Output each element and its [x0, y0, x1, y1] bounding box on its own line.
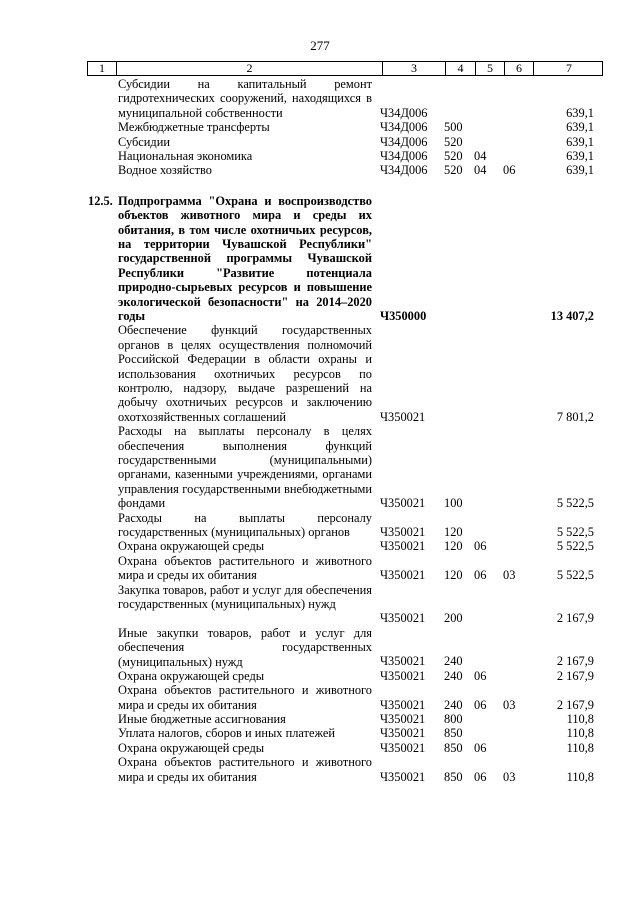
row-col-5: 04 — [474, 148, 487, 163]
table-row — [0, 583, 640, 626]
row-col-5: 06 — [474, 568, 487, 583]
row-code: Ч350021 — [380, 409, 426, 424]
row-col-4: 520 — [444, 148, 463, 163]
row-name: Иные бюджетные ассигнования — [118, 712, 286, 727]
row-col-4: 100 — [444, 496, 463, 511]
table-row — [0, 120, 640, 134]
table-header — [87, 61, 603, 76]
row-col-5: 04 — [474, 163, 487, 178]
table-row — [0, 539, 640, 553]
row-col-4: 240 — [444, 697, 463, 712]
row-code: Ч350021 — [380, 654, 426, 669]
row-code: Ч350021 — [380, 568, 426, 583]
table-row — [0, 741, 640, 755]
row-col-4: 520 — [444, 134, 463, 149]
row-code: Ч350021 — [380, 712, 426, 727]
row-name: Субсидии на капитальный ремонт гидротехнических сооружений, находящихся в муниципальной собственности — [118, 77, 372, 120]
row-amount: 5 522,5 — [556, 568, 594, 583]
row-amount: 2 167,9 — [556, 654, 594, 669]
table-row — [0, 194, 640, 324]
row-name: Уплата налогов, сборов и иных платежей — [118, 726, 336, 741]
row-name: Межбюджетные трансферты — [118, 120, 270, 135]
table-row — [0, 626, 640, 669]
row-col-6: 06 — [503, 163, 516, 178]
row-col-4: 240 — [444, 654, 463, 669]
row-name: Охрана объектов растительного и животного мира и среды их обитания — [118, 553, 372, 583]
row-amount: 639,1 — [566, 148, 594, 163]
header-col-6: 6 — [505, 62, 534, 75]
row-code: Ч34Д006 — [380, 120, 428, 135]
table-row — [0, 77, 640, 120]
row-amount: 639,1 — [566, 120, 594, 135]
row-code: Ч34Д006 — [380, 163, 428, 178]
table-row — [0, 554, 640, 583]
row-amount: 5 522,5 — [556, 496, 594, 511]
row-code: Ч350021 — [380, 668, 426, 683]
row-col-5: 06 — [474, 539, 487, 554]
row-col-4: 800 — [444, 712, 463, 727]
row-col-4: 500 — [444, 120, 463, 135]
row-col-6: 03 — [503, 697, 516, 712]
row-amount: 7 801,2 — [556, 409, 594, 424]
table-row — [0, 323, 640, 424]
row-name: Охрана объектов растительного и животного мира и среды их обитания — [118, 683, 372, 712]
row-amount: 110,8 — [566, 726, 594, 741]
row-col-5: 06 — [474, 668, 487, 683]
row-name: Охрана окружающей среды — [118, 539, 265, 554]
row-col-4: 850 — [444, 769, 463, 784]
row-code: Ч34Д006 — [380, 134, 428, 149]
row-name: Охрана объектов растительного и животного мира и среды их обитания — [118, 755, 372, 784]
row-name: Подпрограмма "Охрана и воспроизводство объектов животного мира и среды их обитания, в том числе охотничьих ресурсов, на территории Чувашской Республики" государственной программы Чувашской Республики "Развитие потенциала природно-сырьевых ресурсов и повышение экологической безопасности" на 2014–2020 годы — [118, 193, 372, 323]
row-code: Ч350021 — [380, 524, 426, 539]
row-code: Ч34Д006 — [380, 105, 428, 120]
row-name: Национальная экономика — [118, 148, 253, 163]
table-row — [0, 163, 640, 177]
row-amount: 110,8 — [566, 740, 594, 755]
row-name: Субсидии — [118, 134, 170, 149]
row-name: Охрана окружающей среды — [118, 668, 265, 683]
table-row — [0, 683, 640, 712]
row-code: Ч350021 — [380, 539, 426, 554]
row-name: Водное хозяйство — [118, 163, 213, 178]
row-col-4: 120 — [444, 524, 463, 539]
table-row — [0, 755, 640, 784]
row-code: Ч350000 — [380, 308, 427, 323]
row-amount: 5 522,5 — [556, 539, 594, 554]
row-col-4: 240 — [444, 668, 463, 683]
table-row — [0, 149, 640, 163]
table-row — [0, 511, 640, 540]
row-name: Расходы на выплаты персоналу в целях обеспечения выполнения функций государственными (муниципальными) органами, казенными учреждениями, органами управления государственными внебюджетными фондами — [118, 424, 372, 511]
row-col-5: 06 — [474, 769, 487, 784]
row-number: 12.5. — [88, 193, 113, 208]
row-col-5: 06 — [474, 740, 487, 755]
row-code: Ч350021 — [380, 496, 426, 511]
table-row — [0, 424, 640, 510]
table-row — [0, 669, 640, 683]
row-col-4: 520 — [444, 163, 463, 178]
row-amount: 13 407,2 — [550, 308, 594, 323]
table-row — [0, 135, 640, 149]
row-code: Ч350021 — [380, 726, 426, 741]
header-col-2: 2 — [117, 62, 383, 75]
row-code: Ч34Д006 — [380, 148, 428, 163]
row-col-4: 120 — [444, 539, 463, 554]
row-amount: 2 167,9 — [556, 697, 594, 712]
header-col-1: 1 — [88, 62, 117, 75]
row-amount: 110,8 — [566, 769, 594, 784]
row-amount: 2 167,9 — [556, 611, 594, 626]
row-amount: 2 167,9 — [556, 668, 594, 683]
row-code: Ч350021 — [380, 740, 426, 755]
row-col-5: 06 — [474, 697, 487, 712]
row-col-6: 03 — [503, 769, 516, 784]
row-name: Охрана окружающей среды — [118, 740, 265, 755]
table-row — [0, 712, 640, 726]
page-number: 277 — [310, 38, 330, 53]
row-code: Ч350021 — [380, 697, 426, 712]
row-amount: 110,8 — [566, 712, 594, 727]
table-body — [0, 77, 640, 784]
header-col-4: 4 — [446, 62, 476, 75]
header-col-5: 5 — [476, 62, 505, 75]
table-row — [0, 726, 640, 740]
row-amount: 5 522,5 — [556, 524, 594, 539]
row-name: Обеспечение функций государственных органов в целях осуществления полномочий Российской Федерации в области охраны и использования охотничьих ресурсов по контролю, надзору, выдаче разрешений на добычу охотничьих ресурсов и заключению охотхозяйственных соглашений — [118, 323, 372, 424]
header-col-3: 3 — [383, 62, 446, 75]
row-amount: 639,1 — [566, 134, 594, 149]
row-col-4: 850 — [444, 726, 463, 741]
row-name: Расходы на выплаты персоналу государственных (муниципальных) органов — [118, 510, 372, 539]
row-col-4: 850 — [444, 740, 463, 755]
row-code: Ч350021 — [380, 769, 426, 784]
row-name: Закупка товаров, работ и услуг для обеспечения государственных (муниципальных) нужд — [118, 582, 372, 611]
row-amount: 639,1 — [566, 105, 594, 120]
row-col-4: 120 — [444, 568, 463, 583]
row-name: Иные закупки товаров, работ и услуг для обеспечения государственных (муниципальных) нужд — [118, 625, 372, 669]
header-col-7: 7 — [566, 61, 572, 75]
row-amount: 639,1 — [566, 163, 594, 178]
row-col-4: 200 — [444, 611, 463, 626]
row-code: Ч350021 — [380, 611, 426, 626]
row-col-6: 03 — [503, 568, 516, 583]
